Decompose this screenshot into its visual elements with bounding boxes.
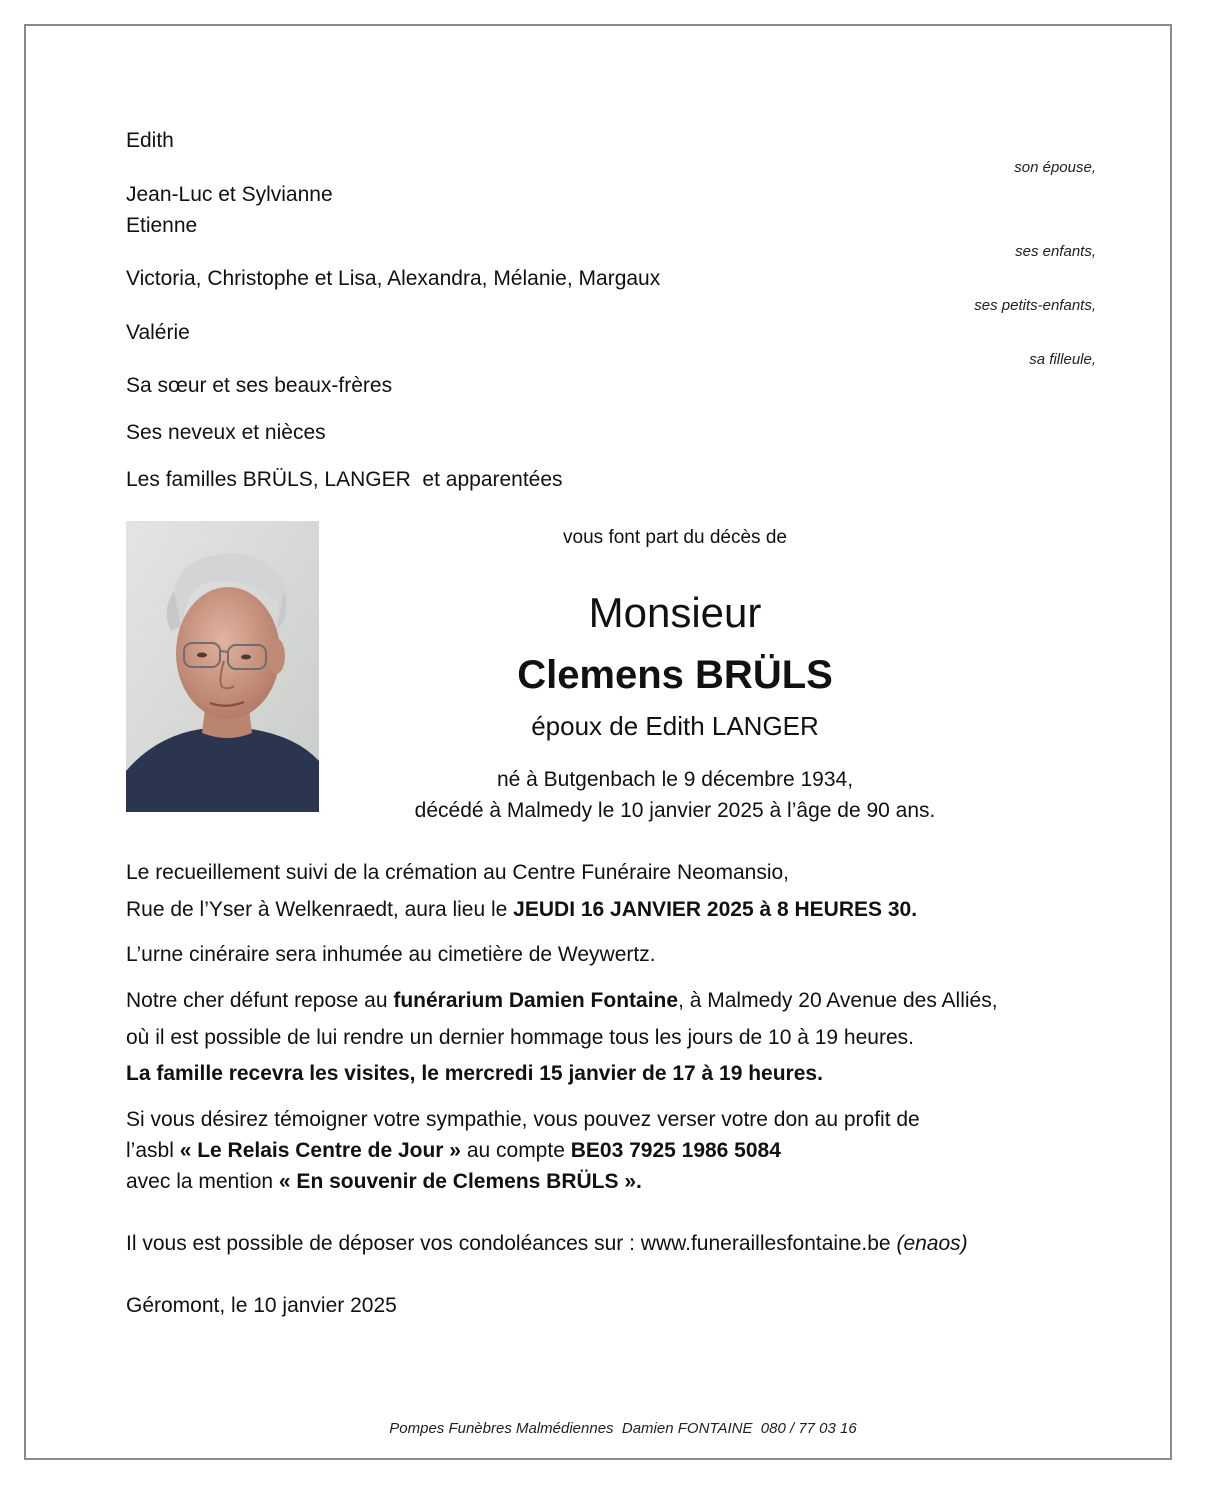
goddaughter-name: Valérie [126,321,190,344]
place-date: Géromont, le 10 janvier 2025 [126,1294,397,1317]
condolences-source: (enaos) [896,1232,968,1255]
mention-prefix: avec la mention [126,1170,279,1193]
families-line: Les familles BRÜLS, LANGER et apparentées [126,468,563,491]
footer-funeral-home: Pompes Funèbres Malmédiennes Damien FONTAINE 080 / 77 03 16 [389,1420,857,1437]
visits-line-1 [126,988,998,1014]
condolences-line [126,1231,968,1257]
account-prefix: au compte [460,1139,571,1162]
donation-line-3 [126,1169,642,1195]
spouse-relation: son épouse, [1014,159,1096,176]
visits-line-3: La famille recevra les visites, le mercredi 15 janvier de 17 à 19 heures. [126,1062,823,1085]
children-relation: ses enfants, [1015,243,1096,260]
grandchildren-relation: ses petits-enfants, [974,297,1096,314]
announce-intro: vous font part du décès de [563,527,787,548]
nephews-line: Ses neveux et nièces [126,421,326,444]
children-line-2: Etienne [126,214,198,237]
death-line: décédé à Malmedy le 10 janvier 2025 à l’âge de 90 ans. [414,799,936,822]
donation-line-1: Si vous désirez témoigner votre sympathie, vous pouvez verser votre don au profit de [126,1108,920,1131]
grandchildren-names: Victoria, Christophe et Lisa, Alexandra, Mélanie, Margaux [126,267,661,290]
charity-name: « Le Relais Centre de Jour » [179,1139,461,1162]
deceased-name: Clemens BRÜLS [517,653,833,697]
ceremony-line-1: Le recueillement suivi de la crémation au Centre Funéraire Neomansio, [126,861,789,884]
urn-line: L’urne cinéraire sera inhumée au cimetière de Weywertz. [126,943,656,966]
children-line-1: Jean-Luc et Sylvianne [126,183,333,206]
visits-prefix: Notre cher défunt repose au [126,989,394,1012]
ceremony-location: Rue de l’Yser à Welkenraedt, aura lieu le [126,898,514,921]
asbl-prefix: l’asbl [126,1139,180,1162]
condolences-text: Il vous est possible de déposer vos condoléances sur : www.funeraillesfontaine.be [126,1232,897,1255]
funerarium-name: funérarium Damien Fontaine [393,989,679,1012]
visits-line-2: où il est possible de lui rendre un dernier hommage tous les jours de 10 à 19 heures. [126,1026,914,1049]
ceremony-line-2 [126,897,917,923]
donation-mention: « En souvenir de Clemens BRÜLS ». [278,1170,642,1193]
funerarium-address: , à Malmedy 20 Avenue des Alliés, [678,989,998,1012]
spouse-of-line: époux de Edith LANGER [531,711,819,741]
ceremony-datetime: JEUDI 16 JANVIER 2025 à 8 HEURES 30. [513,898,918,921]
announce-salutation: Monsieur [588,589,762,636]
donation-line-2 [126,1138,781,1164]
birth-line: né à Butgenbach le 9 décembre 1934, [496,768,854,791]
spouse-name: Edith [126,129,174,152]
sister-line: Sa sœur et ses beaux-frères [126,374,393,397]
bank-account: BE03 7925 1986 5084 [570,1139,781,1162]
goddaughter-relation: sa filleule, [1029,351,1096,368]
